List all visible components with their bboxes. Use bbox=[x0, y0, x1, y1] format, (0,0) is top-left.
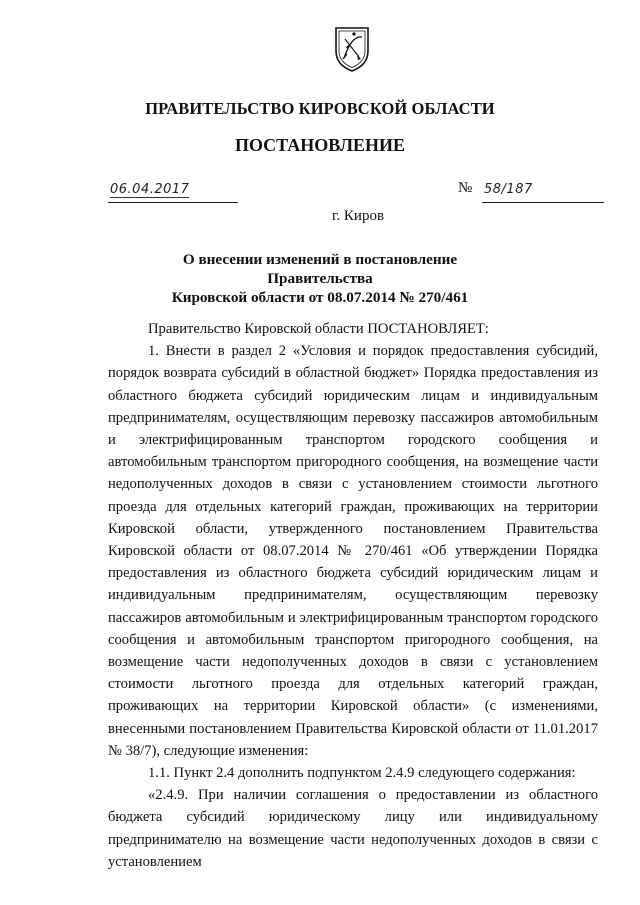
document-city: г. Киров bbox=[331, 208, 385, 224]
number-sign: № bbox=[458, 180, 473, 196]
paragraph-item-1: 1. Внести в раздел 2 «Условия и порядок предоставления субсидий, порядок возврата субсидий в областной бюджет» Порядка предоставления из областного бюджета субсидий юридическим лицам и индивидуальным предпринимателям, осуществляющим перевозку пассажиров автомобильным и электрифицированным транспортом городского сообщения и автомобильным транспортом пригородного сообщения, на возмещение части недополученных доходов в связи с установлением стоимости льготного проезда для отдельных категорий граждан, проживающих на территории Кировской области, утвержденного постановлением Правительства Кировской области от 08.07.2014 № 270/461 «Об утверждении Порядка предоставления из областного бюджета субсидий юридическим лицам и индивидуальным предпринимателям, осуществляющим перевозку пассажиров автомобильным и электрифицированным транспортом городского сообщения и автомобильным транспортом пригородного сообщения, на возмещение части недополученных доходов в связи с установлением стоимости льготного проезда для отдельных категорий граждан, проживающих на территории Кировской области» (с изменениями, внесенными постановлением Правительства Кировской области от 11.01.2017 № 38/7), следующие изменения: bbox=[108, 343, 598, 759]
subject-line: О внесении изменений в постановление Правительства bbox=[182, 251, 458, 287]
document-date-field bbox=[108, 180, 238, 203]
document-subject bbox=[130, 250, 510, 307]
document-type: ПОСТАНОВЛЕНИЕ bbox=[234, 135, 406, 155]
subject-line: Кировской области от 08.07.2014 № 270/461 bbox=[171, 289, 469, 306]
coat-of-arms-icon bbox=[333, 25, 371, 73]
document-number-field bbox=[482, 180, 604, 203]
paragraph-item-2-4-9: «2.4.9. При наличии соглашения о предоставлении из областного бюджета субсидий юридическому лицу или индивидуальному предпринимателю на возмещение части недополученных доходов в связи с установлением bbox=[108, 787, 598, 870]
organization-title: ПРАВИТЕЛЬСТВО КИРОВСКОЙ ОБЛАСТИ bbox=[145, 99, 495, 118]
document-date: 06.04.2017 bbox=[110, 182, 190, 197]
paragraph-item-1-1: 1.1. Пункт 2.4 дополнить подпунктом 2.4.9 следующего содержания: bbox=[148, 765, 576, 782]
document-body bbox=[108, 318, 598, 873]
document-number: 58/187 bbox=[484, 182, 533, 197]
paragraph-preamble: Правительство Кировской области ПОСТАНОВЛЯЕТ: bbox=[148, 321, 489, 337]
